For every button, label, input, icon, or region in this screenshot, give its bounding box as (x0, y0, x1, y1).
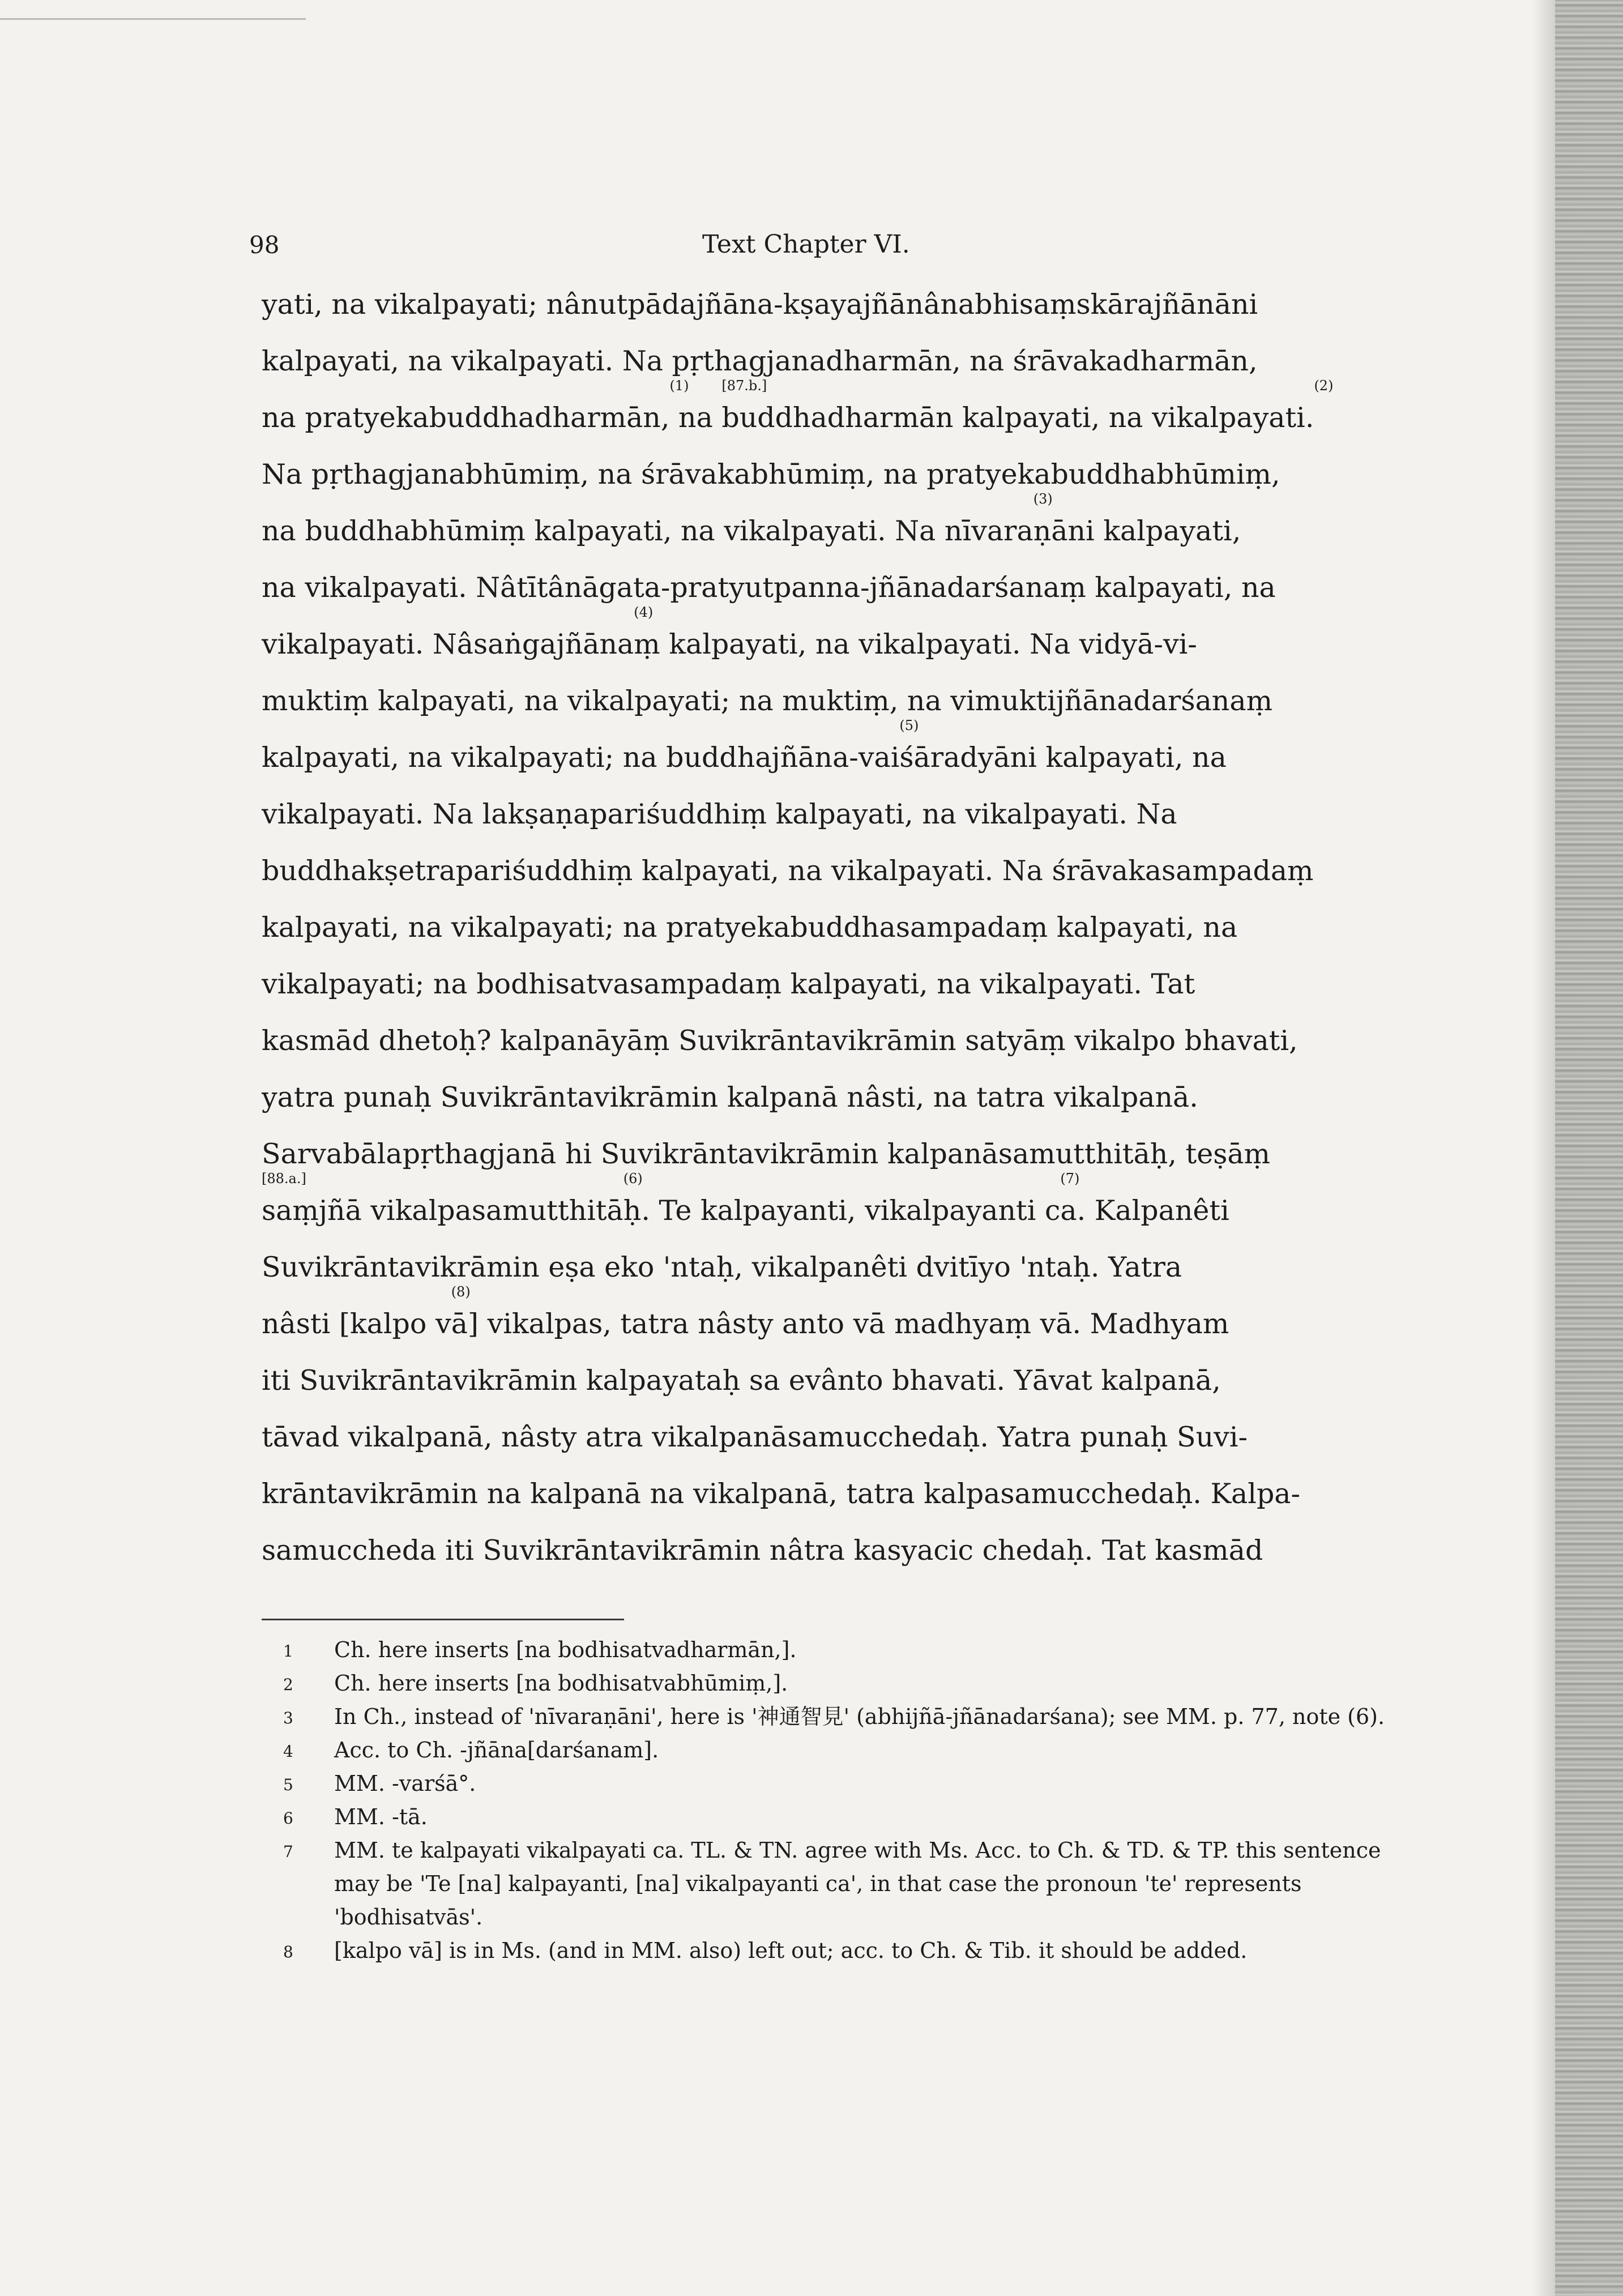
text-segment: iti Suvikrāntavikrāmin kalpayataḥ sa evânto bhavati. Yāvat kalpanā, (262, 1364, 1221, 1397)
footnote-number: 5 (283, 1776, 293, 1794)
text-segment: vikalpayati. Na lakṣaṇapariśuddhiṃ kalpayati, na vikalpayati. Na (262, 798, 1177, 830)
top-rule (0, 18, 306, 20)
text-segment: na buddhabhūmiṃ kalpayati, na vikalpayati. Na nīvara (262, 515, 1033, 547)
note-marker: (3) (1033, 491, 1053, 507)
note-marker: (8) (451, 1284, 471, 1300)
text-segment: muktiṃ kalpayati, na vikalpayati; na muktiṃ, na vimuktijñānadarśanaṃ (262, 685, 1273, 717)
footnote-text: Ch. here inserts [na bodhisatvadharmān,]. (334, 1637, 797, 1662)
text-segment: saṃjñā vikalpasamutthitā (262, 1194, 623, 1227)
text-line (262, 1171, 1389, 1239)
footnote (283, 1734, 1393, 1767)
text-segment: Suvikrāntavikrāmin eṣa eko 'ntaḥ, vikalpanêti dvitīyo 'ntaḥ. Yatra (262, 1251, 1182, 1283)
text-line (262, 378, 1389, 446)
text-line (262, 604, 1389, 673)
text-segment: buddhadharmān kalpayati, na vikalpayati. (721, 402, 1314, 434)
text-segment: samuccheda iti Suvikrāntavikrāmin nâtra kasyacic chedaḥ. Tat kasmād (262, 1534, 1263, 1567)
text-segment: kalpayati, na vikalpayati; na pratyekabuddhasampadaṃ kalpayati, na (262, 911, 1238, 944)
text-line (262, 1352, 1389, 1409)
footnote-number: 6 (283, 1809, 293, 1828)
text-line (262, 1409, 1389, 1466)
text-segment: ṃ kalpayati, na vikalpayati. Na vidyā-vi- (634, 628, 1197, 660)
text-segment: krāntavikrāmin na kalpanā na vikalpanā, tatra kalpasamucchedaḥ. Kalpa- (262, 1478, 1301, 1510)
text-segment: na (669, 402, 722, 434)
footnote (283, 1767, 1393, 1800)
text-segment: Na pṛthagjanabhūmiṃ, na śrāvakabhūmiṃ, na pratyekabuddhabhūmiṃ, (262, 458, 1280, 490)
text-segment: na pratyekabuddhadharmān, (262, 402, 670, 434)
text-segment: yatra punaḥ Suvikrāntavikrāmin kalpanā nâsti, na tatra vikalpanā. (262, 1081, 1198, 1113)
footnote-number: 4 (283, 1742, 293, 1761)
footnote-text: Acc. to Ch. -jñāna[darśanam]. (334, 1738, 659, 1762)
text-segment: vikalpayati. Nâsaṅgajñāna (262, 628, 634, 660)
text-line (262, 1466, 1389, 1522)
footnote (283, 1834, 1393, 1934)
text-segment: kasmād dhetoḥ? kalpanāyāṃ Suvikrāntavikrāmin satyāṃ vikalpo bhavati, (262, 1025, 1298, 1057)
note-marker: (6) (623, 1171, 643, 1187)
text-segment: ṇāni kalpayati, (1033, 515, 1241, 547)
note-marker: (7) (1060, 1171, 1080, 1187)
text-line (262, 956, 1389, 1013)
footnote-number: 7 (283, 1842, 293, 1861)
text-line (262, 1069, 1389, 1126)
text-line (262, 1284, 1389, 1352)
text-line (262, 786, 1389, 843)
text-segment: kalpayati, na vikalpayati; na buddhajñāna-vai (262, 741, 900, 774)
text-line (262, 1013, 1389, 1069)
text-line (262, 1126, 1389, 1187)
footnote-text: Ch. here inserts [na bodhisatvabhūmiṃ,]. (334, 1671, 788, 1696)
text-segment: a. Kalpanêti (1060, 1194, 1229, 1227)
text-line (262, 673, 1389, 729)
text-line (262, 446, 1389, 503)
footnote (283, 1633, 1393, 1667)
text-line (262, 333, 1389, 394)
note-marker: (1) (669, 378, 689, 394)
text-segment: ḥ. Te kalpayanti, vikalpayanti c (623, 1194, 1061, 1227)
footnote-number: 3 (283, 1709, 293, 1727)
text-segment: Sarvabālapṛthagjanā hi Suvikrāntavikrāmin kalpanāsamutthitāḥ, teṣāṃ (262, 1138, 1271, 1170)
footnote-text: MM. te kalpayati vikalpayati ca. TL. & TN. agree with Ms. Acc. to Ch. & TD. & TP. this sentence may be 'Te [na] kalpayanti, [na] vikalpayanti ca', in that case the pronoun 'te' represents 'bodhisatvās'. (334, 1838, 1381, 1930)
footnote-text: MM. -tā. (334, 1804, 428, 1829)
footnotes (283, 1633, 1393, 1968)
footnote-text: MM. -varśā°. (334, 1771, 476, 1796)
text-line (262, 843, 1389, 899)
footnote (283, 1800, 1393, 1834)
note-marker: (2) (1314, 378, 1334, 394)
main-text (262, 276, 1389, 1579)
footnote-number: 8 (283, 1943, 293, 1961)
note-marker: (5) (899, 718, 919, 733)
text-segment: na vikalpayati. Nâtītânāgata-pratyutpanna-jñānadarśanaṃ kalpayati, na (262, 571, 1276, 604)
text-line (262, 718, 1389, 786)
footnote-number: 2 (283, 1675, 293, 1694)
text-line (262, 1522, 1389, 1579)
footnote-rule (262, 1619, 624, 1620)
scan-edge-shadow (1555, 0, 1623, 2296)
text-line (262, 899, 1389, 956)
text-segment: śāradyāni kalpayati, na (899, 741, 1227, 774)
text-segment: vikalpayati; na bodhisatvasampadaṃ kalpayati, na vikalpayati. Tat (262, 968, 1195, 1000)
footnote (283, 1934, 1393, 1968)
text-segment: kalpayati, na vikalpayati. Na pṛthagjanadharmān, na śrāvakadharmān, (262, 345, 1258, 377)
footnote-number: 1 (283, 1642, 293, 1661)
text-line (262, 560, 1389, 616)
footnote-text: In Ch., instead of 'nīvaraṇāni', here is '神通智見' (abhijñā-jñānadarśana); see MM. p. 77, note (6). (334, 1704, 1385, 1729)
note-marker: [87.b.] (721, 378, 767, 394)
text-line (262, 1239, 1389, 1296)
note-marker: [88.a.] (262, 1171, 306, 1187)
text-segment: ā] vikalpas, tatra nâsty anto vā madhyaṃ vā. Madhyam (451, 1308, 1229, 1340)
footnote (283, 1700, 1393, 1734)
text-segment: nâsti [kalpo v (262, 1308, 451, 1340)
note-marker: (4) (634, 604, 654, 620)
footnote (283, 1667, 1393, 1700)
text-segment: tāvad vikalpanā, nâsty atra vikalpanāsamucchedaḥ. Yatra punaḥ Suvi- (262, 1421, 1248, 1453)
page-number: 98 (249, 231, 280, 259)
text-segment: buddhakṣetrapariśuddhiṃ kalpayati, na vikalpayati. Na śrāvakasampadaṃ (262, 855, 1314, 887)
running-head: Text Chapter VI. (702, 230, 910, 259)
footnote-text: [kalpo vā] is in Ms. (and in MM. also) left out; acc. to Ch. & Tib. it should be added. (334, 1938, 1248, 1963)
text-segment: yati, na vikalpayati; nânutpādajñāna-kṣayajñānânabhisaṃskārajñānāni (262, 288, 1258, 321)
text-line (262, 276, 1389, 333)
text-line (262, 491, 1389, 560)
